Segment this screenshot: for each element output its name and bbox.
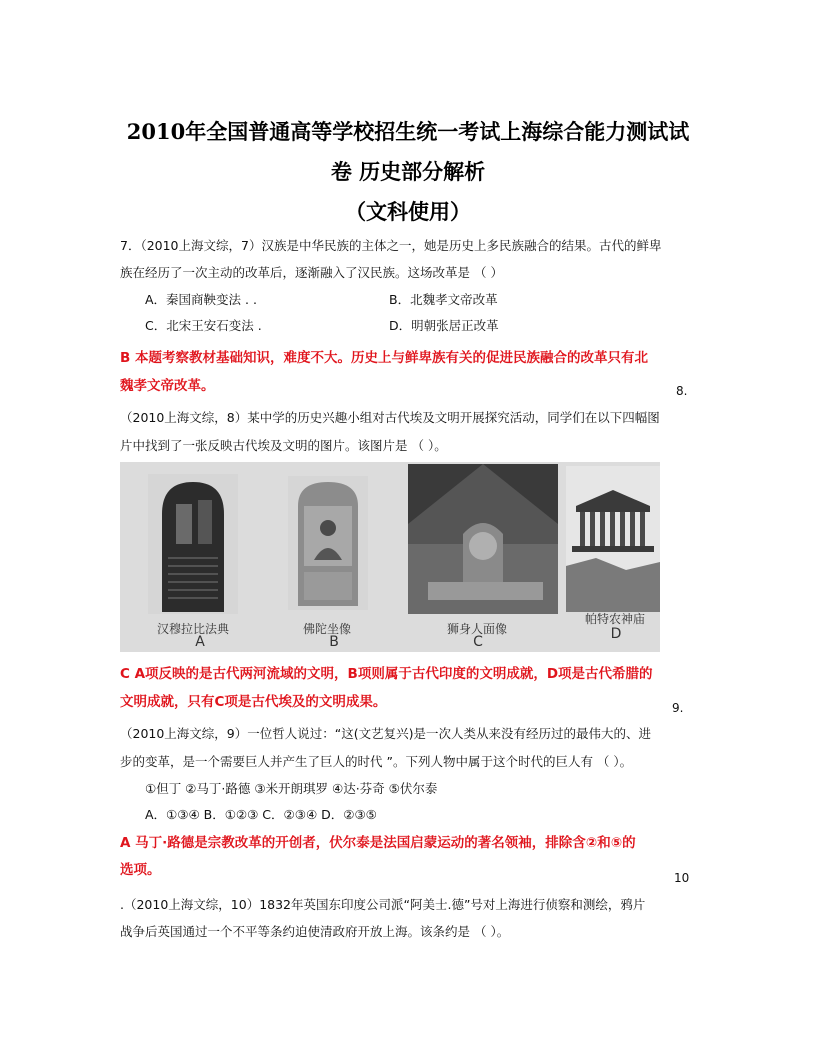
image-letter-d: D xyxy=(610,626,622,642)
q8-stem-line-2: 片中找到了一张反映古代埃及文明的图片。该图片是 （ ）。 xyxy=(120,438,447,453)
q7-option-b: B．北魏孝文帝改革 xyxy=(389,292,498,307)
q9-answer-line-2: 选项。 xyxy=(120,862,161,878)
q8-answer-line-2: 文明成就，只有C项是古代埃及的文明成果。 xyxy=(120,694,387,710)
q9-number: 9. xyxy=(672,701,684,715)
image-letter-b: B xyxy=(329,634,339,650)
document-title-line-2: 卷 历史部分解析 xyxy=(330,159,486,184)
image-letter-a: A xyxy=(195,634,205,650)
seated-buddha-image xyxy=(288,476,368,610)
image-letter-c: C xyxy=(473,634,483,650)
q9-answer-line-1: A 马丁·路德是宗教改革的开创者，伏尔泰是法国启蒙运动的著名领袖，排除含②和⑤的 xyxy=(120,835,636,851)
parthenon-image xyxy=(566,466,660,612)
q8-answer-line-1: C A项反映的是古代两河流域的文明，B项则属于古代印度的文明成就，D项是古代希腊的 xyxy=(120,666,653,682)
q7-stem-line-2: 族在经历了一次主动的改革后，逐渐融入了汉民族。这场改革是 （ ） xyxy=(120,265,503,280)
q9-stem-line-2: 步的变革，是一个需要巨人并产生了巨人的时代 ”。下列人物中属于这个时代的巨人有 （ ）。 xyxy=(120,754,633,769)
code-of-hammurabi-image xyxy=(148,474,238,614)
q9-people-list: ①但丁 ②马丁·路德 ③米开朗琪罗 ④达·芬奇 ⑤伏尔泰 xyxy=(145,781,438,796)
image-caption-c: 狮身人面像 xyxy=(446,622,507,636)
q9-choices: A．①③④ B．①②③ C．②③④ D．②③⑤ xyxy=(145,807,377,822)
image-caption-d: 帕特农神庙 xyxy=(584,612,645,626)
q10-stem-line-1: .（2010上海文综，10）1832年英国东印度公司派“阿美士.德”号对上海进行侦察和测绘，鸦片 xyxy=(120,897,646,912)
document-subtitle: （文科使用） xyxy=(345,199,471,224)
image-caption-b: 佛陀坐像 xyxy=(302,622,351,636)
q7-option-d: D．明朝张居正改革 xyxy=(389,318,499,333)
q8-image-strip xyxy=(120,462,660,652)
q10-number: 10 xyxy=(674,871,690,885)
q7-answer-line-1: B 本题考察教材基础知识，难度不大。历史上与鲜卑族有关的促进民族融合的改革只有北 xyxy=(120,350,648,366)
q8-number: 8. xyxy=(676,384,688,398)
q10-stem-line-2: 战争后英国通过一个不平等条约迫使清政府开放上海。该条约是 （ ）。 xyxy=(120,924,510,939)
q7-option-a: A．秦国商鞅变法 . . xyxy=(145,292,257,307)
q7-option-c: C．北宋王安石变法 . xyxy=(145,318,262,333)
document-title-line-1: 2010年全国普通高等学校招生统一考试上海综合能力测试试 xyxy=(126,119,690,144)
q9-stem-line-1: （2010上海文综，9）一位哲人说过：“这(文艺复兴)是一次人类从来没有经历过的最伟大的、进 xyxy=(120,726,651,741)
great-sphinx-image xyxy=(408,464,558,614)
q7-stem-line-1: 7．（2010上海文综，7）汉族是中华民族的主体之一，她是历史上多民族融合的结果。古代的鲜卑 xyxy=(120,238,662,253)
q8-stem-line-1: （2010上海文综，8）某中学的历史兴趣小组对古代埃及文明开展探究活动，同学们在以下四幅图 xyxy=(120,410,660,425)
image-caption-a: 汉穆拉比法典 xyxy=(156,622,229,636)
q7-answer-line-2: 魏孝文帝改革。 xyxy=(120,378,215,394)
